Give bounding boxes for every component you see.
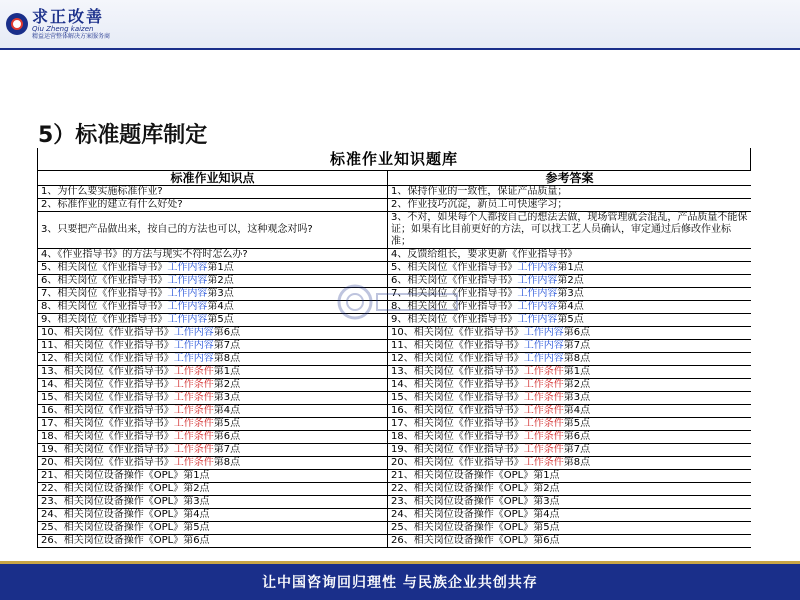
keyword-highlight: 工作内容 (523, 353, 564, 364)
reference-answer-cell (388, 249, 752, 262)
reference-answer-cell (388, 392, 752, 405)
cell-text: 第1点 (207, 262, 234, 273)
cell-text: 6、相关岗位《作业指导书》 (41, 275, 168, 286)
table-row (38, 186, 752, 199)
cell-text: 6、相关岗位《作业指导书》 (391, 275, 518, 286)
cell-text: 第6点 (213, 327, 241, 338)
cell-text: 8、相关岗位《作业指导书》 (41, 301, 168, 312)
cell-text: 10、相关岗位《作业指导书》 (41, 327, 174, 338)
reference-answer-cell (388, 431, 752, 444)
cell-text: 第4点 (207, 301, 234, 312)
keyword-highlight: 工作条件 (173, 418, 214, 429)
reference-answer-cell (388, 199, 752, 212)
keyword-highlight: 工作条件 (173, 444, 214, 455)
keyword-highlight: 工作内容 (167, 262, 208, 273)
table-row (38, 262, 752, 275)
cell-text: 10、相关岗位《作业指导书》 (391, 327, 524, 338)
footer-band (0, 561, 800, 600)
reference-answer-cell (388, 314, 752, 327)
table-row (38, 444, 752, 457)
cell-text: 第1点 (557, 262, 584, 273)
cell-text: 19、相关岗位《作业指导书》 (41, 444, 174, 455)
cell-text: 7、相关岗位《作业指导书》 (391, 288, 518, 299)
reference-answer-cell (388, 301, 752, 314)
keyword-highlight: 工作内容 (517, 288, 558, 299)
brand-name-en: Qiu Zheng kaizen (32, 24, 94, 33)
cell-text: 第6点 (213, 431, 241, 442)
table-body (38, 186, 752, 548)
reference-answer-cell (388, 327, 752, 340)
cell-text: 12、相关岗位《作业指导书》 (41, 353, 174, 364)
table-title: 标准作业知识题库 (37, 148, 751, 170)
cell-text: 17、相关岗位《作业指导书》 (391, 418, 524, 429)
cell-text: 11、相关岗位《作业指导书》 (391, 340, 524, 351)
keyword-highlight: 工作内容 (173, 340, 214, 351)
cell-text: 14、相关岗位《作业指导书》 (391, 379, 524, 390)
keyword-highlight: 工作内容 (517, 301, 558, 312)
knowledge-point-cell (38, 314, 388, 327)
knowledge-point-cell (38, 457, 388, 470)
keyword-highlight: 工作内容 (167, 275, 208, 286)
reference-answer-cell (388, 353, 752, 366)
cell-text: 13、相关岗位《作业指导书》 (41, 366, 174, 377)
reference-answer-cell (388, 535, 752, 548)
cell-text: 第5点 (207, 314, 234, 325)
keyword-highlight: 工作条件 (173, 366, 214, 377)
brand-name: 求正改善 (32, 6, 105, 26)
column-header-knowledge-point: 标准作业知识点 (38, 171, 388, 186)
keyword-highlight: 工作内容 (517, 275, 558, 286)
keyword-highlight: 工作条件 (523, 418, 564, 429)
knowledge-point-cell (38, 340, 388, 353)
cell-text: 16、相关岗位《作业指导书》 (391, 405, 524, 416)
reference-answer-cell (388, 275, 752, 288)
cell-text: 24、相关岗位设备操作《OPL》第4点 (391, 509, 560, 520)
reference-answer-cell (388, 522, 752, 535)
keyword-highlight: 工作条件 (173, 392, 214, 403)
table-row (38, 249, 752, 262)
knowledge-point-cell (38, 249, 388, 262)
cell-text: 9、相关岗位《作业指导书》 (41, 314, 168, 325)
cell-text: 20、相关岗位《作业指导书》 (41, 457, 174, 468)
reference-answer-cell (388, 470, 752, 483)
reference-answer-cell (388, 509, 752, 522)
table-row (38, 379, 752, 392)
reference-answer-cell (388, 379, 752, 392)
keyword-highlight: 工作条件 (523, 392, 564, 403)
cell-text: 第3点 (557, 288, 584, 299)
keyword-highlight: 工作条件 (173, 405, 214, 416)
knowledge-point-cell (38, 418, 388, 431)
table-row (38, 522, 752, 535)
knowledge-point-cell (38, 366, 388, 379)
cell-text: 第5点 (563, 418, 591, 429)
cell-text: 第2点 (207, 275, 234, 286)
cell-text: 12、相关岗位《作业指导书》 (391, 353, 524, 364)
keyword-highlight: 工作内容 (167, 288, 208, 299)
cell-text: 第5点 (557, 314, 584, 325)
cell-text: 2、标准作业的建立有什么好处? (41, 199, 183, 210)
cell-text: 5、相关岗位《作业指导书》 (41, 262, 168, 273)
table-row (38, 366, 752, 379)
cell-text: 23、相关岗位设备操作《OPL》第3点 (41, 496, 210, 507)
knowledge-point-cell (38, 496, 388, 509)
cell-text: 25、相关岗位设备操作《OPL》第5点 (391, 522, 560, 533)
cell-text: 7、相关岗位《作业指导书》 (41, 288, 168, 299)
cell-text: 19、相关岗位《作业指导书》 (391, 444, 524, 455)
cell-text: 15、相关岗位《作业指导书》 (41, 392, 174, 403)
knowledge-base-table-block (37, 148, 751, 556)
cell-text: 第8点 (563, 457, 591, 468)
cell-text: 第8点 (563, 353, 591, 364)
cell-text: 24、相关岗位设备操作《OPL》第4点 (41, 509, 210, 520)
cell-text: 4、《作业指导书》的方法与现实不符时怎么办? (41, 249, 248, 260)
cell-text: 第4点 (563, 405, 591, 416)
reference-answer-cell (388, 483, 752, 496)
cell-text: 第3点 (207, 288, 234, 299)
table-row (38, 509, 752, 522)
cell-text: 第8点 (213, 353, 241, 364)
table-row (38, 314, 752, 327)
knowledge-point-cell (38, 483, 388, 496)
table-row (38, 483, 752, 496)
reference-answer-cell (388, 418, 752, 431)
keyword-highlight: 工作条件 (523, 405, 564, 416)
keyword-highlight: 工作内容 (523, 340, 564, 351)
column-header-reference-answer: 参考答案 (388, 171, 752, 186)
cell-text: 2、作业技巧沉淀，新员工可快速学习； (391, 199, 568, 210)
knowledge-point-cell (38, 392, 388, 405)
knowledge-point-cell (38, 288, 388, 301)
cell-text: 21、相关岗位设备操作《OPL》第1点 (391, 470, 560, 481)
reference-answer-cell (388, 444, 752, 457)
cell-text: 第1点 (563, 366, 591, 377)
knowledge-point-cell (38, 470, 388, 483)
cell-text: 5、相关岗位《作业指导书》 (391, 262, 518, 273)
knowledge-point-cell (38, 444, 388, 457)
cell-text: 13、相关岗位《作业指导书》 (391, 366, 524, 377)
cell-text: 3、不对，如果每个人都按自己的想法去做，现场管理就会混乱，产品质量不能保证；如果有比目前更好的方法，可以找工艺人员确认，审定通过后修改作业标准； (391, 212, 748, 247)
cell-text: 第4点 (557, 301, 584, 312)
footer-slogan: 让中国咨询回归理性 与民族企业共创共存 (262, 575, 538, 591)
knowledge-point-cell (38, 212, 388, 249)
cell-text: 1、保持作业的一致性，保证产品质量； (391, 186, 568, 197)
cell-text: 第1点 (213, 366, 241, 377)
cell-text: 9、相关岗位《作业指导书》 (391, 314, 518, 325)
keyword-highlight: 工作条件 (523, 431, 564, 442)
cell-text: 26、相关岗位设备操作《OPL》第6点 (391, 535, 560, 546)
cell-text: 第6点 (563, 327, 591, 338)
reference-answer-cell (388, 288, 752, 301)
keyword-highlight: 工作内容 (523, 327, 564, 338)
knowledge-point-cell (38, 275, 388, 288)
slide-title: 5）标准题库制定 (38, 123, 208, 148)
knowledge-base-table (37, 170, 751, 548)
cell-text: 第2点 (557, 275, 584, 286)
table-row (38, 301, 752, 314)
keyword-highlight: 工作条件 (173, 379, 214, 390)
cell-text: 21、相关岗位设备操作《OPL》第1点 (41, 470, 210, 481)
table-row (38, 199, 752, 212)
knowledge-point-cell (38, 262, 388, 275)
cell-text: 14、相关岗位《作业指导书》 (41, 379, 174, 390)
keyword-highlight: 工作条件 (523, 366, 564, 377)
table-row (38, 288, 752, 301)
table-row (38, 327, 752, 340)
cell-text: 11、相关岗位《作业指导书》 (41, 340, 174, 351)
knowledge-point-cell (38, 379, 388, 392)
cell-text: 3、只要把产品做出来，按自己的方法也可以，这种观念对吗? (41, 224, 313, 235)
reference-answer-cell (388, 405, 752, 418)
table-row (38, 405, 752, 418)
knowledge-point-cell (38, 405, 388, 418)
cell-text: 第5点 (213, 418, 241, 429)
keyword-highlight: 工作内容 (167, 301, 208, 312)
table-row (38, 392, 752, 405)
table-row (38, 353, 752, 366)
reference-answer-cell (388, 366, 752, 379)
keyword-highlight: 工作内容 (517, 262, 558, 273)
knowledge-point-cell (38, 535, 388, 548)
cell-text: 4、反馈给组长，要求更新《作业指导书》 (391, 249, 578, 260)
keyword-highlight: 工作内容 (173, 327, 214, 338)
keyword-highlight: 工作内容 (167, 314, 208, 325)
cell-text: 第7点 (213, 444, 241, 455)
cell-text: 17、相关岗位《作业指导书》 (41, 418, 174, 429)
cell-text: 22、相关岗位设备操作《OPL》第2点 (391, 483, 560, 494)
reference-answer-cell (388, 457, 752, 470)
cell-text: 第6点 (563, 431, 591, 442)
reference-answer-cell (388, 186, 752, 199)
cell-text: 第2点 (563, 379, 591, 390)
cell-text: 第8点 (213, 457, 241, 468)
cell-text: 第7点 (563, 340, 591, 351)
table-row (38, 535, 752, 548)
cell-text: 16、相关岗位《作业指导书》 (41, 405, 174, 416)
knowledge-point-cell (38, 301, 388, 314)
knowledge-point-cell (38, 186, 388, 199)
keyword-highlight: 工作条件 (523, 457, 564, 468)
cell-text: 18、相关岗位《作业指导书》 (391, 431, 524, 442)
table-header-row (38, 171, 752, 186)
table-row (38, 496, 752, 509)
cell-text: 第3点 (563, 392, 591, 403)
cell-text: 23、相关岗位设备操作《OPL》第3点 (391, 496, 560, 507)
keyword-highlight: 工作条件 (173, 431, 214, 442)
cell-text: 第2点 (213, 379, 241, 390)
table-row (38, 457, 752, 470)
cell-text: 第4点 (213, 405, 241, 416)
keyword-highlight: 工作条件 (523, 444, 564, 455)
table-row (38, 418, 752, 431)
cell-text: 第7点 (213, 340, 241, 351)
knowledge-point-cell (38, 509, 388, 522)
cell-text: 22、相关岗位设备操作《OPL》第2点 (41, 483, 210, 494)
cell-text: 8、相关岗位《作业指导书》 (391, 301, 518, 312)
reference-answer-cell (388, 496, 752, 509)
table-row (38, 212, 752, 249)
knowledge-point-cell (38, 327, 388, 340)
cell-text: 25、相关岗位设备操作《OPL》第5点 (41, 522, 210, 533)
brand-logo (6, 4, 110, 44)
keyword-highlight: 工作内容 (517, 314, 558, 325)
reference-answer-cell (388, 212, 752, 249)
knowledge-point-cell (38, 431, 388, 444)
knowledge-point-cell (38, 199, 388, 212)
knowledge-point-cell (38, 353, 388, 366)
keyword-highlight: 工作条件 (523, 379, 564, 390)
table-row (38, 470, 752, 483)
table-row (38, 340, 752, 353)
cell-text: 15、相关岗位《作业指导书》 (391, 392, 524, 403)
cell-text: 第7点 (563, 444, 591, 455)
table-row (38, 275, 752, 288)
keyword-highlight: 工作内容 (173, 353, 214, 364)
logo-emblem-icon (6, 13, 28, 35)
reference-answer-cell (388, 262, 752, 275)
cell-text: 18、相关岗位《作业指导书》 (41, 431, 174, 442)
cell-text: 第3点 (213, 392, 241, 403)
knowledge-point-cell (38, 522, 388, 535)
table-row (38, 431, 752, 444)
reference-answer-cell (388, 340, 752, 353)
keyword-highlight: 工作条件 (173, 457, 214, 468)
header-band (0, 0, 800, 50)
brand-tagline: 精益运营整体解决方案服务商 (32, 32, 111, 40)
cell-text: 26、相关岗位设备操作《OPL》第6点 (41, 535, 210, 546)
cell-text: 1、为什么要实施标准作业? (41, 186, 163, 197)
cell-text: 20、相关岗位《作业指导书》 (391, 457, 524, 468)
